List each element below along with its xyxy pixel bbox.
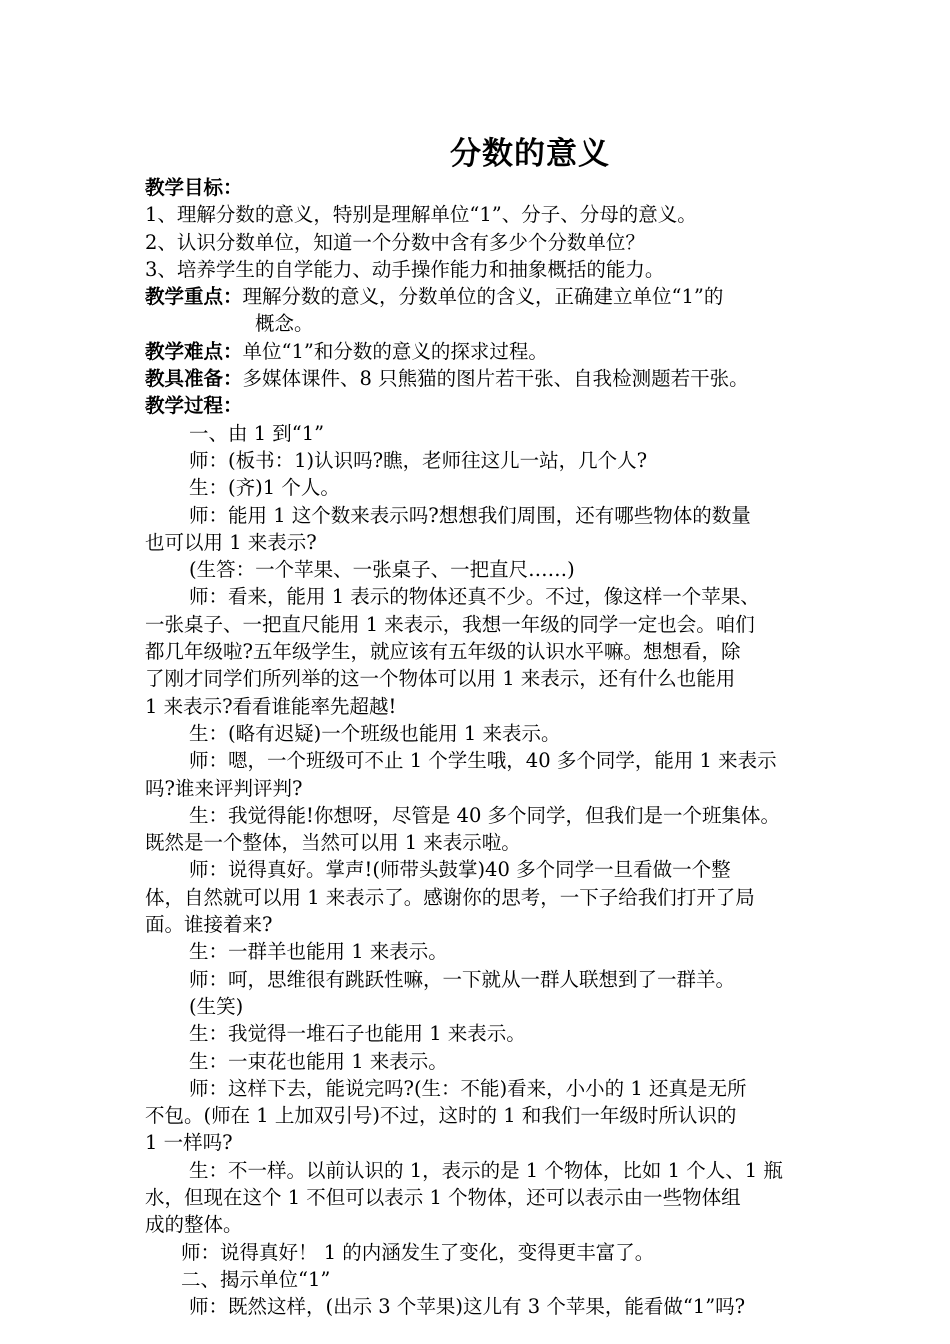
- paragraph-line: 体，自然就可以用 1 来表示了。感谢你的思考，一下子给我们打开了局: [145, 885, 755, 909]
- paragraph-line: 师：(板书：1)认识吗?瞧，老师往这儿一站，几个人?: [189, 448, 648, 472]
- paragraph-line: 师：说得真好。掌声!(师带头鼓掌)40 多个同学一旦看做一个整: [189, 858, 731, 882]
- paragraph-line: 生：一束花也能用 1 来表示。: [189, 1049, 448, 1073]
- paragraph-line: 面。谁接着来?: [145, 913, 273, 937]
- key-point-continuation: 概念。: [255, 312, 314, 336]
- objective-item: 1、理解分数的意义，特别是理解单位“1”、分子、分母的意义。: [145, 203, 697, 227]
- key-point-text: 理解分数的意义，分数单位的含义，正确建立单位“1”的: [242, 285, 724, 309]
- paragraph-line: 既然是一个整体，当然可以用 1 来表示啦。: [145, 831, 521, 855]
- difficulty-label: 教学难点：: [145, 339, 243, 363]
- paragraph-line: 师：看来，能用 1 表示的物体还真不少。不过，像这样一个苹果、: [189, 585, 760, 609]
- paragraph-line: 师：既然这样，(出示 3 个苹果)这儿有 3 个苹果，能看做“1”吗?: [189, 1295, 746, 1319]
- objectives-heading: 教学目标：: [145, 176, 243, 199]
- paragraph-line: (生答：一个苹果、一张桌子、一把直尺……): [189, 558, 575, 582]
- materials: [145, 365, 825, 392]
- process-heading: 教学过程：: [145, 394, 243, 418]
- paragraph-line: 了刚才同学们所列举的这一个物体可以用 1 来表示，还有什么也能用: [145, 667, 736, 691]
- paragraph-line: 师：呵，思维很有跳跃性嘛，一下就从一群人联想到了一群羊。: [189, 967, 736, 991]
- paragraph-line: 师：说得真好！ 1 的内涵发生了变化，变得更丰富了。: [181, 1240, 655, 1264]
- paragraph-line: 生：一群羊也能用 1 来表示。: [189, 940, 448, 964]
- paragraph-line: 1 一样吗?: [145, 1131, 233, 1155]
- key-point: [145, 283, 825, 310]
- paragraph-line: (生笑): [189, 994, 244, 1018]
- difficulty-text: 单位“1”和分数的意义的探求过程。: [242, 339, 548, 363]
- paragraph-line: 生：我觉得一堆石子也能用 1 来表示。: [189, 1022, 526, 1046]
- paragraph-line: 成的整体。: [145, 1213, 243, 1237]
- document-body: [145, 174, 825, 1320]
- paragraph-line: 吗?谁来评判评判?: [145, 776, 303, 800]
- paragraph-line: 生：(略有迟疑)一个班级也能用 1 来表示。: [189, 721, 561, 745]
- document-title: 分数的意义: [450, 136, 610, 172]
- paragraph-line: 一张桌子、一把直尺能用 1 来表示，我想一年级的同学一定也会。咱们: [145, 612, 755, 636]
- paragraph-line: 生：我觉得能!你想呀，尽管是 40 多个同学，但我们是一个班集体。: [189, 803, 781, 827]
- paragraph-line: 都几年级啦?五年级学生，就应该有五年级的认识水平嘛。想想看，除: [145, 640, 741, 664]
- difficulty: [145, 338, 825, 365]
- key-point-label: 教学重点：: [145, 285, 243, 309]
- paragraph-line: 1 来表示?看看谁能率先超越!: [145, 694, 397, 718]
- paragraph-line: 也可以用 1 来表示?: [145, 530, 317, 554]
- paragraph-line: 师：这样下去，能说完吗?(生：不能)看来，小小的 1 还真是无所: [189, 1076, 747, 1100]
- objective-item: 3、培养学生的自学能力、动手操作能力和抽象概括的能力。: [145, 257, 665, 281]
- paragraph-line: 师：嗯，一个班级可不止 1 个学生哦，40 多个同学，能用 1 来表示: [189, 749, 777, 773]
- paragraph-line: 生：(齐)1 个人。: [189, 476, 340, 500]
- section-heading: 二、揭示单位“1”: [181, 1267, 331, 1291]
- paragraph-line: 水，但现在这个 1 不但可以表示 1 个物体，还可以表示由一些物体组: [145, 1185, 741, 1209]
- paragraph-line: 师：能用 1 这个数来表示吗?想想我们周围，还有哪些物体的数量: [189, 503, 751, 527]
- section-heading: 一、由 1 到“1”: [189, 421, 325, 445]
- materials-text: 多媒体课件、8 只熊猫的图片若干张、自我检测题若干张。: [242, 367, 749, 391]
- objective-item: 2、认识分数单位，知道一个分数中含有多少个分数单位？: [145, 230, 645, 254]
- paragraph-line: 不包。(师在 1 上加双引号)不过，这时的 1 和我们一年级时所认识的: [145, 1104, 737, 1128]
- paragraph-line: 生：不一样。以前认识的 1，表示的是 1 个物体，比如 1 个人、1 瓶: [189, 1158, 783, 1182]
- materials-label: 教具准备：: [145, 367, 243, 391]
